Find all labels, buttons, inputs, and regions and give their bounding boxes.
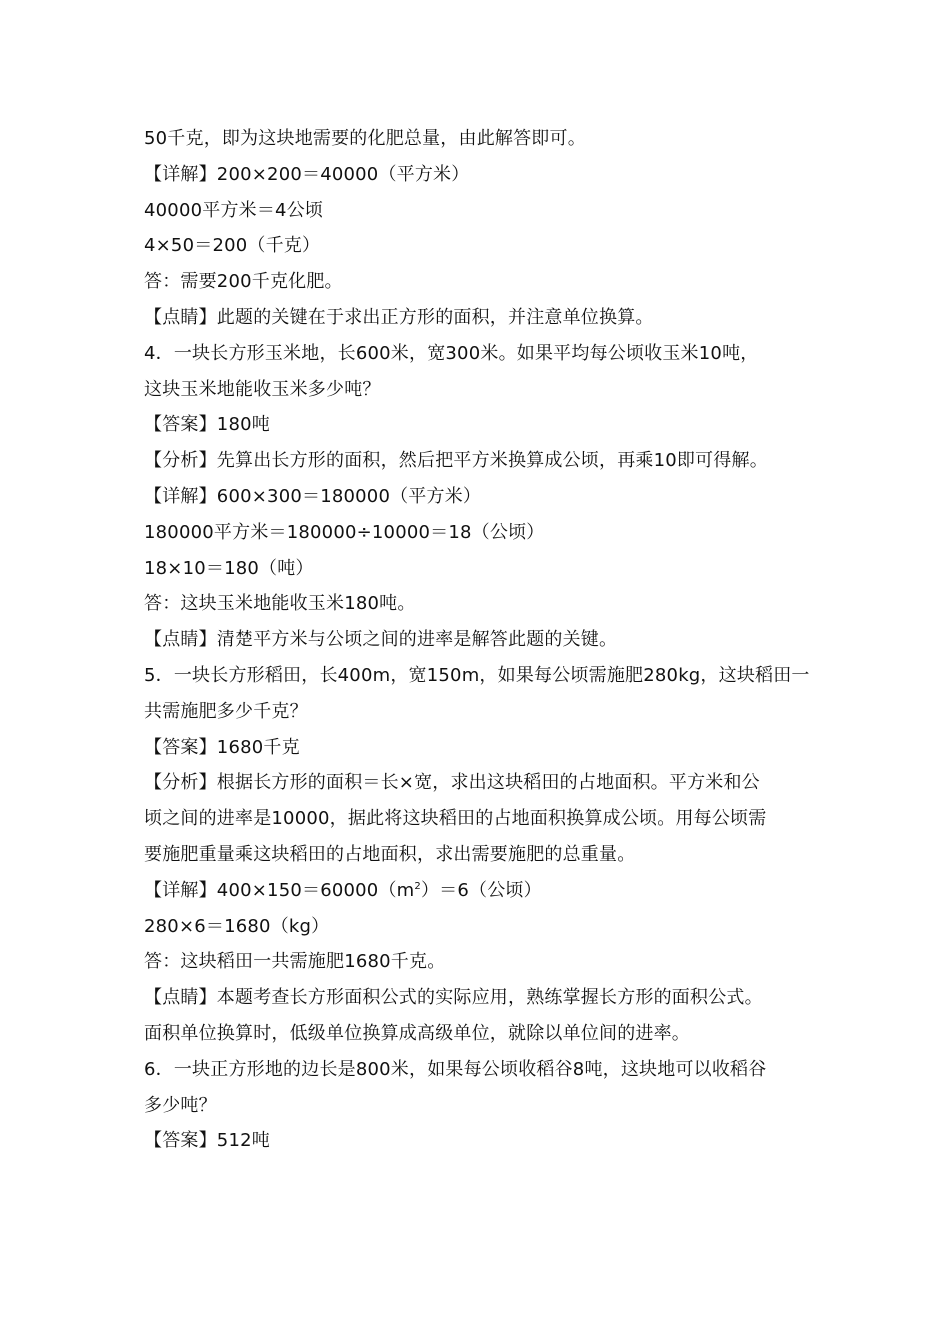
text-line: 【点睛】本题考查长方形面积公式的实际应用，熟练掌握长方形的面积公式。 <box>144 987 763 1009</box>
detail-line <box>144 873 824 909</box>
text-line: 18×10＝180（吨） <box>144 557 314 579</box>
detail-line: 【详解】600×300＝180000（平方米） <box>144 485 482 507</box>
analysis-line: 要施肥重量乘这块稻田的占地面积，求出需要施肥的总重量。 <box>144 843 636 865</box>
text-line: 50千克，即为这块地需要的化肥总量，由此解答即可。 <box>144 128 586 149</box>
analysis-line: 【分析】根据长方形的面积＝长×宽，求出这块稻田的占地面积。平方米和公 <box>144 772 760 794</box>
question-4-line: 这块玉米地能收玉米多少吨？ <box>144 378 381 400</box>
answer-line: 【答案】512吨 <box>144 1130 270 1152</box>
analysis-line: 【分析】先算出长方形的面积，然后把平方米换算成公顷，再乘10即可得解。 <box>144 450 768 472</box>
text-line: 答：需要200千克化肥。 <box>144 271 343 293</box>
superscript: 2 <box>414 880 421 892</box>
text-line: 280×6＝1680（kg） <box>144 915 330 937</box>
text-line: 180000平方米＝180000÷10000＝18（公顷） <box>144 521 545 543</box>
detail-text-before: 【详解】400×150＝60000（m <box>144 879 415 901</box>
text-line: 【点睛】此题的关键在于求出正方形的面积，并注意单位换算。 <box>144 306 654 328</box>
detail-text-after: ）＝6（公顷） <box>420 879 542 901</box>
question-6-line: 多少吨？ <box>144 1094 217 1116</box>
answer-line: 【答案】180吨 <box>144 414 270 436</box>
analysis-line: 顷之间的进率是10000，据此将这块稻田的占地面积换算成公顷。用每公顷需 <box>144 808 767 830</box>
question-6-line: 6．一块正方形地的边长是800米，如果每公顷收稻谷8吨，这块地可以收稻谷 <box>144 1058 767 1080</box>
text-line: 40000平方米＝4公顷 <box>144 199 324 221</box>
question-5-line: 共需施肥多少千克？ <box>144 700 308 722</box>
question-5-line: 5．一块长方形稻田，长400m，宽150m，如果每公顷需施肥280kg，这块稻田一 <box>144 664 810 686</box>
text-line: 【点睛】清楚平方米与公顷之间的进率是解答此题的关键。 <box>144 629 618 651</box>
text-line: 【详解】200×200＝40000（平方米） <box>144 163 470 185</box>
document-body <box>144 121 824 1159</box>
text-line: 答：这块稻田一共需施肥1680千克。 <box>144 951 446 973</box>
text-line: 4×50＝200（千克） <box>144 235 321 257</box>
text-line: 答：这块玉米地能收玉米180吨。 <box>144 593 416 615</box>
answer-line: 【答案】1680千克 <box>144 736 300 758</box>
question-4-line: 4．一块长方形玉米地，长600米，宽300米。如果平均每公顷收玉米10吨， <box>144 342 759 364</box>
text-line: 面积单位换算时，低级单位换算成高级单位，就除以单位间的进率。 <box>144 1022 690 1044</box>
